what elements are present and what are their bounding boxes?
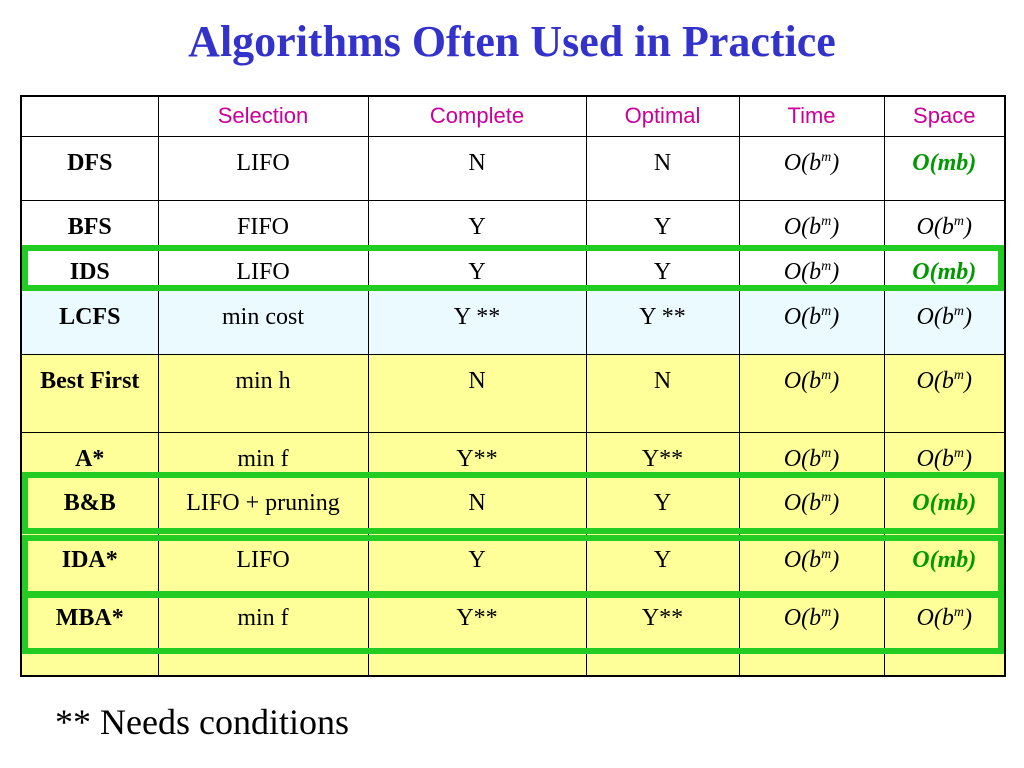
selection-cell: min f bbox=[158, 591, 368, 649]
time-cell bbox=[739, 354, 884, 432]
table-row-best-first bbox=[21, 354, 1005, 432]
optimal-cell: Y bbox=[586, 200, 739, 245]
algorithm-cell: LCFS bbox=[21, 290, 158, 354]
complexity-text: $O(b^m)$ bbox=[783, 149, 840, 176]
complexity-text: $O(b^m)$ bbox=[783, 213, 840, 240]
selection-cell: LIFO bbox=[158, 136, 368, 200]
header-cell-complete: Complete bbox=[368, 96, 586, 136]
slide-title: Algorithms Often Used in Practice bbox=[188, 17, 836, 66]
time-cell bbox=[739, 476, 884, 533]
complexity-text: $O(b^m)$ bbox=[783, 546, 840, 573]
complete-cell: N bbox=[368, 354, 586, 432]
time-cell bbox=[739, 136, 884, 200]
complexity-text: $O(b^m)$ bbox=[783, 258, 840, 285]
header-cell-space: Space bbox=[884, 96, 1005, 136]
selection-cell: min cost bbox=[158, 290, 368, 354]
complete-cell: Y bbox=[368, 245, 586, 290]
complexity-text: $O(b^m)$ bbox=[916, 604, 972, 631]
time-cell bbox=[739, 432, 884, 476]
table-row-lcfs bbox=[21, 290, 1005, 354]
table-row-b-and-b bbox=[21, 476, 1005, 533]
optimal-cell: Y bbox=[586, 245, 739, 290]
time-cell bbox=[739, 200, 884, 245]
empty-cell bbox=[21, 649, 158, 676]
complexity-text: $O(b^m)$ bbox=[916, 213, 972, 240]
space-cell bbox=[884, 200, 1005, 245]
selection-cell: LIFO bbox=[158, 533, 368, 591]
table-row-mba-star bbox=[21, 591, 1005, 649]
space-cell bbox=[884, 245, 1005, 290]
time-cell bbox=[739, 591, 884, 649]
space-cell bbox=[884, 476, 1005, 533]
header-cell-selection: Selection bbox=[158, 96, 368, 136]
optimal-cell: Y bbox=[586, 533, 739, 591]
optimal-cell: N bbox=[586, 136, 739, 200]
selection-cell: LIFO + pruning bbox=[158, 476, 368, 533]
space-cell bbox=[884, 432, 1005, 476]
table-row-ida-star bbox=[21, 533, 1005, 591]
complete-cell: Y bbox=[368, 200, 586, 245]
selection-cell: min h bbox=[158, 354, 368, 432]
table-row-ids bbox=[21, 245, 1005, 290]
selection-cell: min f bbox=[158, 432, 368, 476]
algorithms-table bbox=[20, 95, 1006, 677]
optimal-cell: Y ** bbox=[586, 290, 739, 354]
table-row-a-star bbox=[21, 432, 1005, 476]
complexity-text: $O(b^m)$ bbox=[783, 303, 840, 330]
time-cell bbox=[739, 290, 884, 354]
complexity-text: O(mb) bbox=[912, 546, 977, 573]
time-cell bbox=[739, 245, 884, 290]
header-cell-time: Time bbox=[739, 96, 884, 136]
complete-cell: N bbox=[368, 136, 586, 200]
complexity-text: $O(b^m)$ bbox=[916, 367, 972, 394]
complexity-text: $O(b^m)$ bbox=[783, 489, 840, 516]
algorithm-cell: A* bbox=[21, 432, 158, 476]
complete-cell: Y** bbox=[368, 432, 586, 476]
empty-cell bbox=[586, 649, 739, 676]
space-cell bbox=[884, 354, 1005, 432]
empty-cell bbox=[884, 649, 1005, 676]
space-cell bbox=[884, 136, 1005, 200]
complete-cell: Y** bbox=[368, 591, 586, 649]
time-cell bbox=[739, 533, 884, 591]
algorithm-cell: B&B bbox=[21, 476, 158, 533]
complete-cell: Y bbox=[368, 533, 586, 591]
optimal-cell: Y** bbox=[586, 591, 739, 649]
empty-cell bbox=[158, 649, 368, 676]
complexity-text: O(mb) bbox=[912, 149, 977, 176]
complexity-text: $O(b^m)$ bbox=[916, 303, 972, 330]
algorithm-cell: MBA* bbox=[21, 591, 158, 649]
complexity-text: $O(b^m)$ bbox=[783, 445, 840, 472]
algorithm-cell: IDA* bbox=[21, 533, 158, 591]
space-cell bbox=[884, 533, 1005, 591]
optimal-cell: N bbox=[586, 354, 739, 432]
algorithm-cell: Best First bbox=[21, 354, 158, 432]
optimal-cell: Y** bbox=[586, 432, 739, 476]
space-cell bbox=[884, 290, 1005, 354]
table-row-bfs bbox=[21, 200, 1005, 245]
selection-cell: FIFO bbox=[158, 200, 368, 245]
complexity-text: O(mb) bbox=[912, 258, 977, 285]
table-header-row bbox=[21, 96, 1005, 136]
table-row-dfs bbox=[21, 136, 1005, 200]
table-row-empty bbox=[21, 649, 1005, 676]
complexity-text: O(mb) bbox=[912, 489, 977, 516]
complexity-text: $O(b^m)$ bbox=[916, 445, 972, 472]
header-cell-blank bbox=[21, 96, 158, 136]
footnote: ** Needs conditions bbox=[55, 702, 349, 742]
empty-cell bbox=[739, 649, 884, 676]
algorithm-cell: BFS bbox=[21, 200, 158, 245]
algorithm-cell: DFS bbox=[21, 136, 158, 200]
empty-cell bbox=[368, 649, 586, 676]
space-cell bbox=[884, 591, 1005, 649]
optimal-cell: Y bbox=[586, 476, 739, 533]
complete-cell: Y ** bbox=[368, 290, 586, 354]
complete-cell: N bbox=[368, 476, 586, 533]
header-cell-optimal: Optimal bbox=[586, 96, 739, 136]
algorithm-cell: IDS bbox=[21, 245, 158, 290]
complexity-text: $O(b^m)$ bbox=[783, 367, 840, 394]
selection-cell: LIFO bbox=[158, 245, 368, 290]
complexity-text: $O(b^m)$ bbox=[783, 604, 840, 631]
